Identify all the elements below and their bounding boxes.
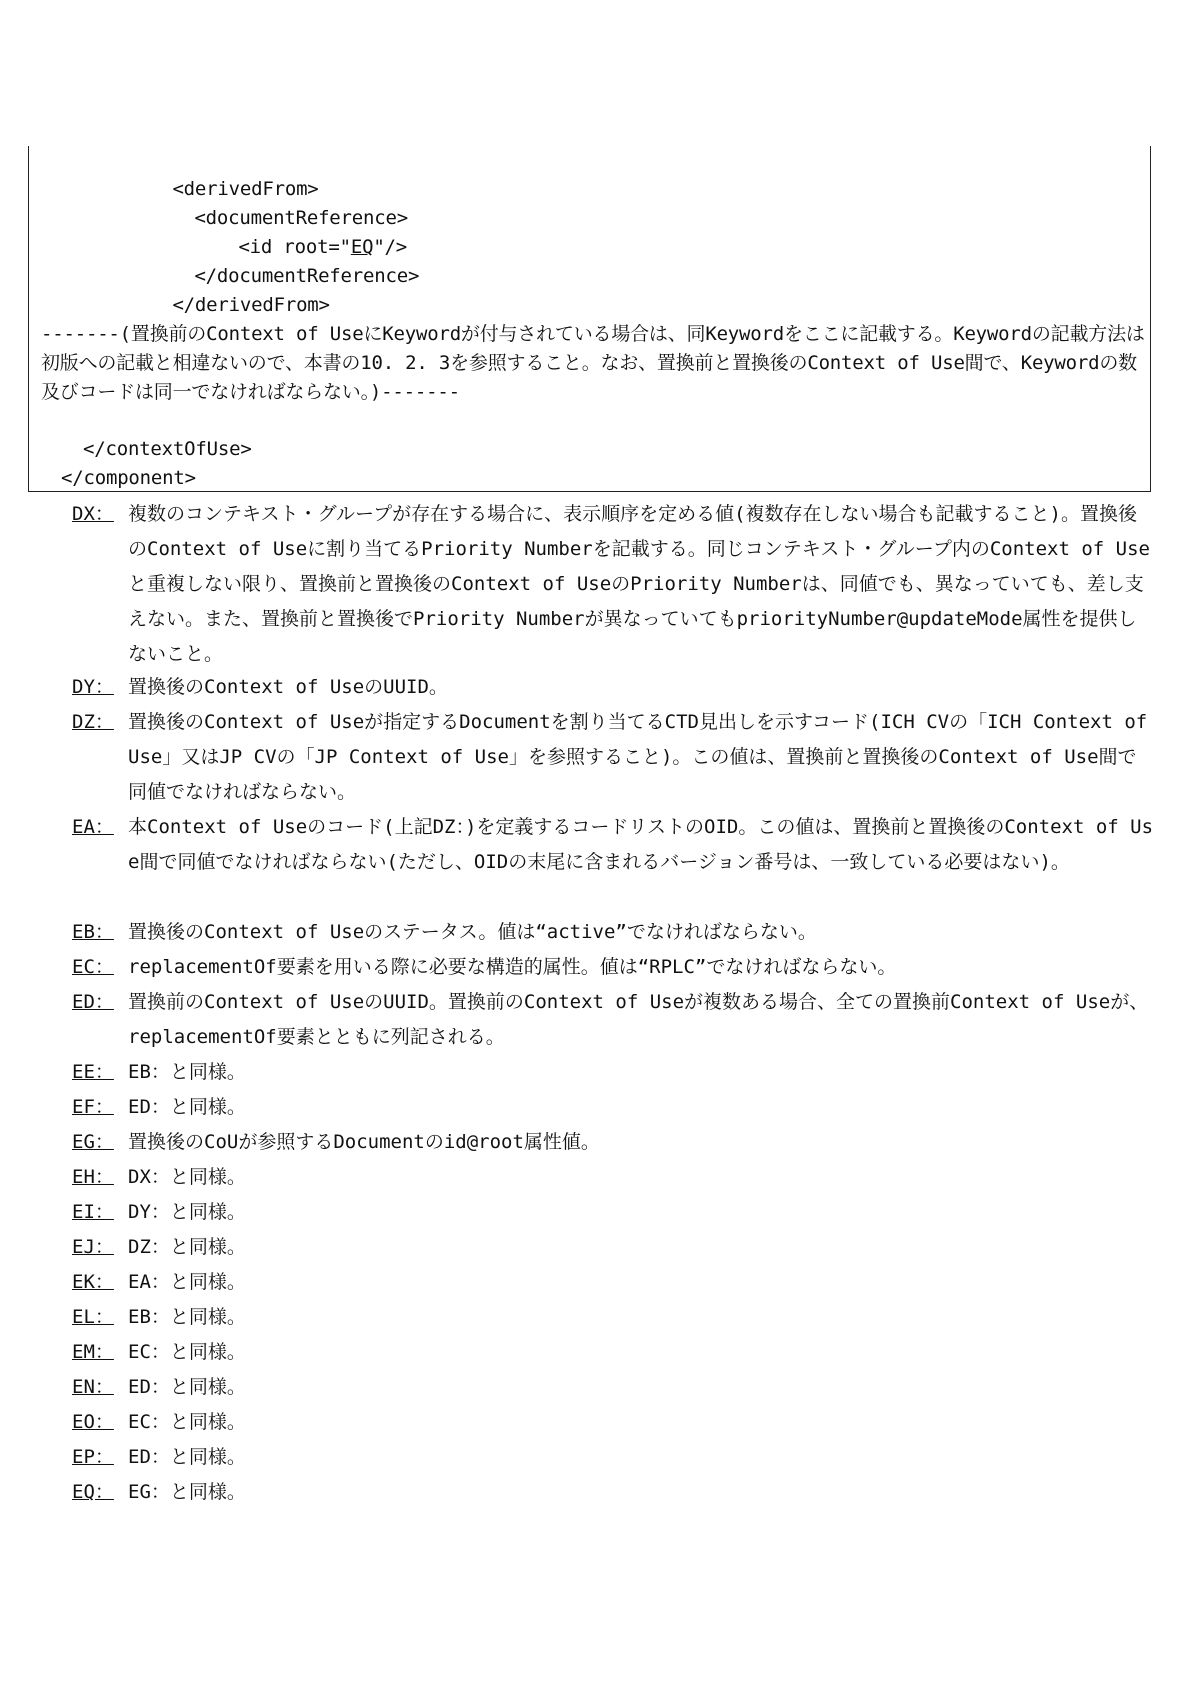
definition-text: EB：と同様。 bbox=[128, 1061, 246, 1083]
definition-item bbox=[72, 1230, 1154, 1265]
definition-item bbox=[72, 1125, 1154, 1160]
keyword-comment: -------(置換前のContext of UseにKeywordが付与されている場合は、同Keywordをここに記載する。Keywordの記載方法は初版への記載と相違ないので、本書の10. 2. 3を参照すること。なお、置換前と置換後のContext of Use間で、Keywordの数及びコードは同一でなければならない。)------- bbox=[41, 323, 1145, 403]
definition-key: EA： bbox=[72, 816, 114, 838]
definition-key: EO： bbox=[72, 1411, 114, 1433]
definition-key: EM： bbox=[72, 1341, 114, 1363]
definition-text: DY：と同様。 bbox=[128, 1201, 246, 1223]
code-line-contextofuse-close: </contextOfUse> bbox=[83, 438, 252, 460]
code-line-derivedfrom-open: <derivedFrom> bbox=[172, 178, 319, 200]
definition-text: DX：と同様。 bbox=[128, 1166, 246, 1188]
definition-text: ED：と同様。 bbox=[128, 1376, 246, 1398]
definition-key: DY： bbox=[72, 676, 114, 698]
definition-key: DZ： bbox=[72, 711, 114, 733]
definition-text: 置換後のContext of Useのステータス。値は“active”でなければならない。 bbox=[128, 921, 817, 943]
definition-text: 置換前のContext of UseのUUID。置換前のContext of Useが複数ある場合、全ての置換前Context of Useが、replacementOf要素とともに列記される。 bbox=[128, 991, 1149, 1048]
definition-key: ED： bbox=[72, 991, 114, 1013]
definition-item bbox=[72, 1405, 1154, 1440]
definition-text: EA：と同様。 bbox=[128, 1271, 246, 1293]
definition-text: EC：と同様。 bbox=[128, 1411, 246, 1433]
definition-text: ED：と同様。 bbox=[128, 1446, 246, 1468]
definition-text: 置換後のContext of UseのUUID。 bbox=[128, 676, 448, 698]
definition-key: EE： bbox=[72, 1061, 114, 1083]
definition-key: EJ： bbox=[72, 1236, 114, 1258]
definition-key: EN： bbox=[72, 1376, 114, 1398]
definition-item bbox=[72, 705, 1154, 810]
definition-key: EF： bbox=[72, 1096, 114, 1118]
definition-key: EI： bbox=[72, 1201, 114, 1223]
definition-text: ED：と同様。 bbox=[128, 1096, 246, 1118]
definition-item bbox=[72, 1055, 1154, 1090]
code-line-derivedfrom-close: </derivedFrom> bbox=[172, 294, 330, 316]
definition-item bbox=[72, 1090, 1154, 1125]
code-ref-eq: EQ bbox=[350, 236, 374, 258]
definition-key: EL： bbox=[72, 1306, 114, 1328]
definition-item bbox=[72, 985, 1154, 1055]
definition-item bbox=[72, 950, 1154, 985]
definition-text: 本Context of Useのコード(上記DZ：)を定義するコードリストのOID。この値は、置換前と置換後のContext of Use間で同値でなければならない(ただし、OIDの末尾に含まれるバージョン番号は、一致している必要はない)。 bbox=[128, 816, 1154, 873]
definition-text: DZ：と同様。 bbox=[128, 1236, 246, 1258]
definition-text: EC：と同様。 bbox=[128, 1341, 246, 1363]
definition-text: 複数のコンテキスト・グループが存在する場合に、表示順序を定める値(複数存在しない場合も記載すること)。置換後のContext of Useに割り当てるPriority Numberを記載する。同じコンテキスト・グループ内のContext of Useと重複しない限り、置換前と置換後のContext of UseのPriority Numberは、同値でも、異なっていても、差し支えない。また、置換前と置換後でPriority Numberが異なっていてもpriorityNumber@updateMode属性を提供しないこと。 bbox=[128, 503, 1150, 665]
definition-item bbox=[72, 915, 1154, 950]
definition-item bbox=[72, 497, 1154, 672]
definition-item bbox=[72, 1160, 1154, 1195]
definition-item bbox=[72, 1475, 1154, 1510]
definition-item bbox=[72, 810, 1154, 880]
definition-item bbox=[72, 1265, 1154, 1300]
definition-key: EB： bbox=[72, 921, 114, 943]
definition-text: 置換後のContext of Useが指定するDocumentを割り当てるCTD見出しを示すコード(ICH CVの「ICH Context of Use」又はJP CVの「JP Context of Use」を参照すること)。この値は、置換前と置換後のContext of Use間で同値でなければならない。 bbox=[128, 711, 1148, 803]
code-line-id-root: <id root="EQ"/> bbox=[238, 236, 408, 258]
definition-item bbox=[72, 1370, 1154, 1405]
code-line-component-close: </component> bbox=[61, 467, 196, 489]
definition-key: EK： bbox=[72, 1271, 114, 1293]
code-box bbox=[28, 146, 1151, 492]
definition-text: EG：と同様。 bbox=[128, 1481, 246, 1503]
definition-key: EQ： bbox=[72, 1481, 114, 1503]
definition-key: EG： bbox=[72, 1131, 114, 1153]
definition-key: EP： bbox=[72, 1446, 114, 1468]
definition-key: DX： bbox=[72, 503, 114, 525]
code-line-documentreference-close: </documentReference> bbox=[194, 265, 420, 287]
definition-item bbox=[72, 1195, 1154, 1230]
definition-text: replacementOf要素を用いる際に必要な構造的属性。値は“RPLC”でなければならない。 bbox=[128, 956, 897, 978]
definition-key: EH： bbox=[72, 1166, 114, 1188]
code-line-documentreference-open: <documentReference> bbox=[194, 207, 408, 229]
definition-text: EB：と同様。 bbox=[128, 1306, 246, 1328]
definition-item bbox=[72, 1440, 1154, 1475]
definition-text: 置換後のCoUが参照するDocumentのid@root属性値。 bbox=[128, 1131, 600, 1153]
definition-item bbox=[72, 1300, 1154, 1335]
definition-key: EC： bbox=[72, 956, 114, 978]
definition-item bbox=[72, 670, 1154, 705]
definition-item bbox=[72, 1335, 1154, 1370]
